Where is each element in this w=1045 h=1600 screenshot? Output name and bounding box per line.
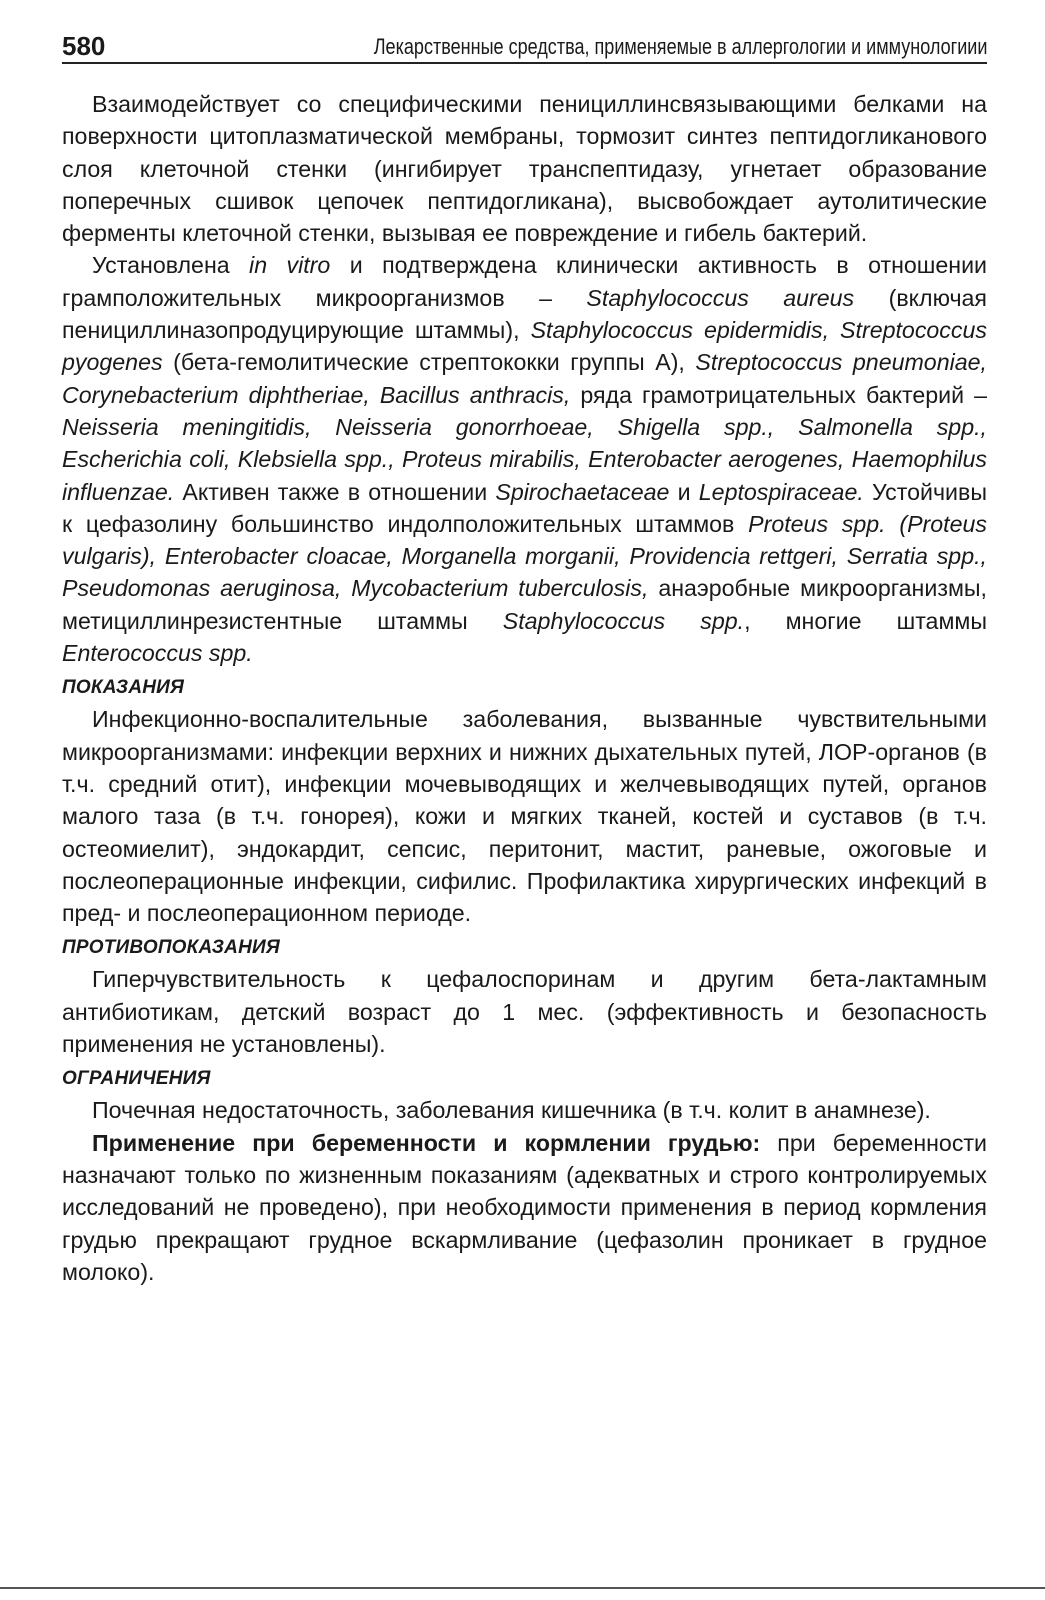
limitations-heading: ОГРАНИЧЕНИЯ (62, 1068, 211, 1090)
activity-text-2: и подтверждена клинически активность в отношении грамположительных микроорганизмов – (62, 252, 987, 311)
page-number: 580 (62, 31, 106, 61)
indications-heading: ПОКАЗАНИЯ (62, 677, 185, 699)
page-header (62, 24, 987, 64)
limitations-paragraph: Почечная недостаточность, заболевания кишечника (в т.ч. колит в анамнезе). (92, 1097, 931, 1124)
activity-italic-1: in vitro (249, 252, 331, 279)
book-page (62, 24, 987, 1288)
contraindications-paragraph: Гиперчувствительность к цефалоспоринам и другим бета-лактамным антибиотикам, детский возраст до 1 мес. (эффективность и безопасность применения не установлены). (62, 966, 987, 1058)
activity-italic-6: Spirochaetaceae (495, 478, 670, 505)
activity-paragraph (62, 249, 987, 669)
activity-text-3: (включая пенициллиназопродуцирующие штаммы), (62, 284, 987, 344)
activity-text-6: Активен также в отношении (174, 478, 496, 505)
activity-italic-9: Staphylococcus spp. (502, 607, 745, 634)
contraindications-heading: ПРОТИВОПОКАЗАНИЯ (62, 937, 280, 959)
activity-italic-3: Staphylococcus epidermidis, Streptococcus pyogenes (62, 317, 987, 376)
pregnancy-text: при беременности назначают только по жизненным показаниям (адекватных и строго контролируемых исследований не проведено), при необходимости применения в период кормления грудью прекращают грудное вскармливание (цефазолин проникает в грудное молоко). (62, 1129, 987, 1285)
activity-text-5: ряда грамотрицательных бактерий – (570, 381, 987, 408)
activity-text-8: Устойчивы к цефазолину большинство индолположительных штаммов (62, 478, 987, 537)
activity-italic-7: Leptospiraceae. (698, 478, 864, 505)
indications-paragraph: Инфекционно-воспалительные заболевания, вызванные чувствительными микроорганизмами: инфекции верхних и нижних дыхательных путей, ЛОР-органов (в т.ч. средний отит), инфекции мочевыводящих и желчевыводящих путей, органов малого таза (в т.ч. гонорея), кожи и мягких тканей, костей и суставов (в т.ч. остеомиелит), эндокардит, сепсис, перитонит, мастит, раневые, ожоговые и послеоперационные инфекции, сифилис. Профилактика хирургических инфекций в пред- и послеоперационном периоде. (62, 706, 987, 927)
mechanism-paragraph: Взаимодействует со специфическими пенициллинсвязывающими белками на поверхности цитоплазматической мембраны, тормозит синтез пептидогликанового слоя клеточной стенки (ингибирует транспептидазу, угнетает образование поперечных сшивок цепочек пептидогликана), высвобождает аутолитические ферменты клеточной стенки, вызывая ее повреждение и гибель бактерий. (62, 91, 987, 247)
activity-text-7: и (669, 478, 699, 505)
activity-italic-4: Streptococcus pneumoniae, Corynebacterium diphtheriae, Bacillus anthracis, (62, 349, 987, 408)
pregnancy-paragraph (62, 1127, 987, 1288)
activity-text-4: (бета-гемолитические стрептококки группы А), (162, 349, 696, 376)
activity-italic-10: Enterococcus spp. (62, 640, 253, 667)
activity-italic-2: Staphylococcus aureus (586, 284, 855, 311)
activity-italic-5: Neisseria meningitidis, Neisseria gonorrhoeae, Shigella spp., Salmonella spp., Escherichia coli, Klebsiella spp., Proteus mirabilis, Enterobacter aerogenes, Haemophilus influenzae. (62, 413, 987, 505)
running-title: Лекарственные средства, применяемые в аллергологии и иммунологиии (373, 34, 987, 59)
activity-text-1: Установлена (92, 252, 250, 279)
page-content (62, 88, 987, 1288)
activity-italic-8: Proteus spp. (Proteus vulgaris), Enterobacter cloacae, Morganella morganii, Providencia rettgeri, Serratia spp., Pseudomonas aeruginosa, Mycobacterium tuberculosis, (62, 510, 987, 602)
bottom-rule (0, 1587, 1045, 1589)
pregnancy-lead: Применение при беременности и кормлении грудью: (92, 1129, 761, 1156)
activity-text-9: анаэробные микроорганизмы, метициллинрезистентные штаммы (62, 575, 987, 634)
activity-text-10: , многие штаммы (744, 607, 987, 634)
